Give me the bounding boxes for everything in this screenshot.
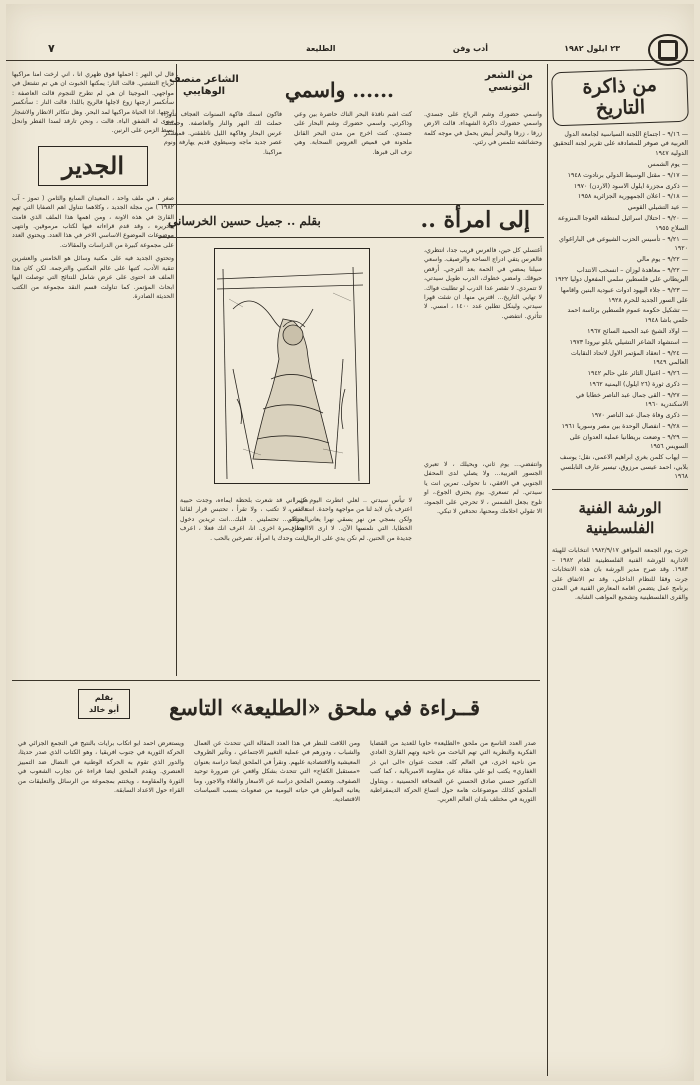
history-item: — ٩/٢٢ – يوم مالي (552, 255, 688, 264)
jadir-column (12, 70, 174, 301)
history-item: — ذكرى ثورة (٢٦ ايلول) اليمنية ١٩٦٢ (552, 380, 688, 389)
poem-section (158, 70, 544, 200)
reading-title: قــراءة في ملحق «الطليعة» التاسع (169, 695, 480, 720)
history-item: — ٩/٢٤ – انعقاد المؤتمر الاول لاتحاد النقابات العالمي ١٩٤٩ (552, 349, 688, 368)
history-item: — ٩/٢٧ – القى جمال عبد الناصر خطابا في الاسكندرية ١٩٦٠ (552, 391, 688, 410)
magazine-logo-icon (648, 34, 688, 66)
magazine-name: أدب وفن (452, 44, 488, 53)
reading-col-1: صدر العدد التاسع من ملحق «الطليعة» حاويا للعديد من القضايا الفكرية والنظرية التي تهم الباحث من ناحية وتهم القارئ العادي من ناحية اخرى، في العالم كله. فتحت عنوان «الى ابي ذر الغفاري» يكتب ابو علي مقالة عن مقاومة الامبريالية ، كما كتب الدكتور حسني صادق الحسني عن الصحافة الحسينية ، ويتناول الملحق كذلك موضوعات هامة حول اتساع الحركة الديمقراطية الثورية في مختلف بلدان العالم العربي. (370, 740, 536, 804)
vertical-rule-right (547, 64, 548, 1076)
history-item: — يوم الشمس (552, 160, 688, 169)
issue-date: ٢٣ ايلول ١٩٨٢ (564, 44, 620, 53)
history-item: — ٩/٢٨ – انفصال الوحدة بين مصر وسوريا ١٩٦١ (552, 422, 688, 431)
jadir-col-3: وتحتوي الجديد فيه على مكتبة وسائل هو الخامس والعشرين تنقية الأدب، كتبها على عالم المكتبي والترجمة. لكن كان هذا الملف قد احتوى على عرض شامل للنتائج التي توصلت اليها ابحاث المؤتمر. كما تناولت قسم النقد مجموعة من الكتب الحديثة الصادرة. (12, 255, 174, 300)
reading-feature (12, 680, 540, 1075)
story-heading (158, 204, 544, 238)
woman-sketch-illustration (214, 248, 370, 484)
poem-title: ...... واسمي (285, 78, 394, 102)
history-item: — ٩/٢٩ – وضعت بريطانيا عملية العدوان على السويس ١٩٥٦ (552, 433, 688, 452)
story-col-2: وانتفضي... يوم ثاني، وبحيلك ، لا تعبري الجسور العربية... ولا يصلي لدى المحفل الجنوبي في الافقي، نا تحولى. تمرين انت يا سيدتي. لم تسعري. يوم يحترق الجوع.، او تلوح بجعل الشمس ، لا تحرجي على الجمود، الا تقولي احلامك ومحنها، تحدقين لا تبكي. (424, 461, 542, 516)
jadir-col-2: صغر ، في ملف واحد ، المعيدان السابع والثامن ( تموز - آب ١٩٨٢ ) من مجلة الجديد ، وكلاهما تتناول اهم الصفايا التي تهم القارئ في هذه الاونة ، ومن اهمها هذا الملف الذي قامت بتحريره ، وقد قدم قراءاته فيها لكتاب مرموقين. وانتهى موضوعات الموضوع الاساسي الاخر في هذا العدد. ويحتوي العدد على مجموعة كبيرة من الدراسات والمقالات. (12, 194, 174, 249)
history-item: — ٩/٢١ – تأسيس الحزب الشيوعي في الباراغواي ١٩٢٠ (552, 235, 688, 254)
poem-origin-label: من الشعر التونسي (485, 70, 533, 93)
history-item: — ٩/٢٠ – احتلال اسرائيل لمنطقة العوجا المنزوعة السلاح ١٩٥٥ (552, 214, 688, 233)
history-list (552, 130, 688, 481)
history-column (552, 70, 688, 603)
poem-col-2: كنت اشم نافذة البحر الناك حاضرة بين وعي وذاكرتي. واسمي حضورك وشم البحار على جسدي. كنت اخرج من مدن البحر القاتل ملحونة في قميص العروس السحابة. وهي تزف الى قبرها. (294, 111, 412, 156)
reading-col-3: ويستعرض احمد ابو اتكاب برايات بالنتيج في التجمع الجزائي في الحركة الثورية في جنوب افريقيا ، وهو الكتاب الذي صدر حديثا، والدور الذي تقوم به الحركة الوطنية في النضال ضد التمييز العنصري. ويقدم الملحق ايضا قراءة عن تجارب الشعوب في الثورة والمقاومة ، ويختتم بمجموعة من الرسائل والتعليقات من القراء حول الاعداد السابقة. (18, 740, 184, 795)
history-item: — اولاد الشيخ عبد الحميد السائح ١٩٦٧ (552, 327, 688, 336)
workshop-title: الورشة الفنية الفلسطينية (578, 499, 662, 538)
story-author: بقلم .. جميل حسين الخرساني (168, 214, 321, 228)
story-col-4: هي، اني قد شعرت بلحظة ايماءه، وجدت حبيبة هادئة ، لا تكتب ، ولا تقرأ ، تحتبس قرار لقائنا المنتظر... تحتمليني . قلبك...انت تريدين دخول الوطن مرة اخرى. انا، اعرف انك فعلا ، اعرف ..انت وحدك يا امرأة. تصرخين بالحب . (180, 497, 308, 542)
page-number: ٧ (48, 42, 55, 55)
history-item: — ٩/٢٢ – معاهدة لوزان – انسحب الانتداب البريطاني على فلسطين سلمي المفعول دوليا ١٩٢٢ (552, 266, 688, 285)
history-item: — ايهاب كلمن بغري ابراهيم الاعمى، نقل: يوسف بلابي، احمد عيسى مرزوق، تيسير عارف النابلسي ١٩٦٨ (552, 453, 688, 481)
history-item: — ٩/٢٣ – جلاء اليهود ادوات عبودية البنين واقامها على السور الجديد للحرم ١٩٢٨ (552, 286, 688, 305)
history-title: من ذاكرة التاريخ (551, 68, 689, 127)
history-item: — ٩/١٧ – مقتل الوسيط الدولي برنادوت ١٩٤٨ (552, 171, 688, 180)
story-col-1: أغتسلي كل حين، فالعرس قريب جدا، انتظري، فالعرس يتفي ادراج الساحة والرصيف. واسعي سيلنا يمضي في الحمة بعد الترجي. أرقص حيوقك. وامضي خطوك، الدرب طويل سيدتي، لا تتمردي. لا تقصر عدا الدرب لو تطلبت فواك. لا تهابي التاريخ... اقتربي منها. ان شئت قهرا سيدتي، ولينكل تطلين عدد ١٤٠٠ ، امسي. لا تتأثري. انتفضي. (424, 247, 542, 320)
history-item: — تشكيل حكومة عموم فلسطين برئاسة احمد حلمي باشا ١٩٤٨ (552, 306, 688, 325)
column-divider (552, 489, 688, 490)
byline-name: أبو خالد (89, 705, 119, 714)
reading-byline (78, 689, 130, 719)
history-item: — ٩/١٦ – اجتماع اللجنة السياسية لجامعة الدول العربية في صوفر للمصادقة على تقرير لجنة التحقيق الدولية ١٩٤٧ (552, 130, 688, 158)
header-rule (6, 60, 694, 61)
history-item: — ٩/٢٦ – اغتيال الثائر علي حالم ١٩٤٢ (552, 369, 688, 378)
history-item: — ذكرى مجزرة ايلول الاسود (الاردن) ١٩٧٠ (552, 182, 688, 191)
poem-col-3: فاكون اسمك فاكهة السنوات العجاف تدورا حملت لك النهر والنار والعاصفة. وحملتك عرس البحار وفاكهة الليل ناتلفقني. قمیشکر عصر جديد ماجه وسيطوي قديم يهارفة ونوم مراكبنا. (164, 111, 282, 156)
poet-name-label: الشاعر منصف الوهايبي (169, 74, 239, 97)
workshop-text: جرت يوم الجمعة الموافق ١٩٨٢/٩/١٧ انتخابات للهيئة الادارية للورشة الفنية الفلسطينية للعام ١٩٨٢ – ١٩٨٣. وقد صرح مدير الورشة بان هذه الانتخابات جرت وفقا للنظام الداخلي، وقد تم الاتفاق على برنامج عمل يتضمن اقامة المعارض الفنية في المدن والقرى الفلسطينية وتشجيع المواهب الشابة. (552, 547, 689, 602)
history-item: — ذكرى وفاة جمال عبد الناصر ١٩٧٠ (552, 411, 688, 420)
story-title: إلى امرأة .. (420, 207, 530, 233)
history-item: — ٩/١٨ – اعلان الجمهورية الجزائرية ١٩٥٨ (552, 192, 688, 201)
byline-label: بقلم (94, 693, 114, 702)
history-item: — عيد التشيلي القومي (552, 203, 688, 212)
jadir-masthead: الجدير (38, 146, 148, 186)
poem-col-1: واسمي حضورك وشم الرياح على جسدي. واسمي حضورك ذاكرة الشهداء. قالت الارض زرقا ، زرقا والبحر أبيض يحمل في موجه كلمة وحشائشه تتلمس في رئتي. (424, 111, 542, 147)
story-col-3: لا تيأس سيدتي .. لعلي اتطرت اليوم كثيرا . اعترف بأن لابد لنا من مواجهة واحدة. انت امس، ولكن بسجي من نهر يسقي نهرا يعاني يتراكم الخطايا. التي نلمسها الآن.. لا ارى الا ضفاف جديدة من الحنين. لم نكن يدي على الرمال. (288, 497, 412, 542)
section-name: الطليعة (306, 44, 336, 53)
history-item: — استشهاد الشاعر التشيلي بابلو نيرودا ١٩٧٣ (552, 338, 688, 347)
sketch-drawing-icon (214, 249, 369, 484)
newspaper-page (6, 4, 694, 1081)
jadir-col-1: قال لي النهر : احملها فوق ظهري انا ، اني ارخت امنا مراكبها لرياح التشتبي. قالت النار: يمكنها الخبوت ان هي تم تشتعل في مواجهي. الموجيتا ان هي لم تطرح للنجوم قالت العاصفة : سأنكسر ارجتها زوع لاجلها فالريح باللذا. قالت النار : سأنكسر ارجتها. اذا الحياة مراكبها لمد البحر. وهل تنكاثر الانطار والاشجار سوى له الشفق الباء. قالت ، ونحن تارقد لسدا الفطر وانحل بسط الزمن على الرنين. (12, 71, 174, 135)
reading-col-2: ومن اللافت للنظر في هذا العدد المقالة التي تتحدث عن العمال والشباب ، ودورهم في عملية التغيير الاجتماعي ، وتأثير الظروف المعيشية والاقتصادية عليهم. ونقرأ في الملحق ايضا دراسة بعنوان «مستقبل الكفاح» التي تتحدث بشكل واقعي عن ضرورة توحيد الصفوف. وتضمن الملحق دراسة عن الاسعار والغلاء والاجور، وما يعانيه المواطن في حياته اليومية من صعوبات بسبب السياسات الاقتصادية. (194, 740, 360, 804)
